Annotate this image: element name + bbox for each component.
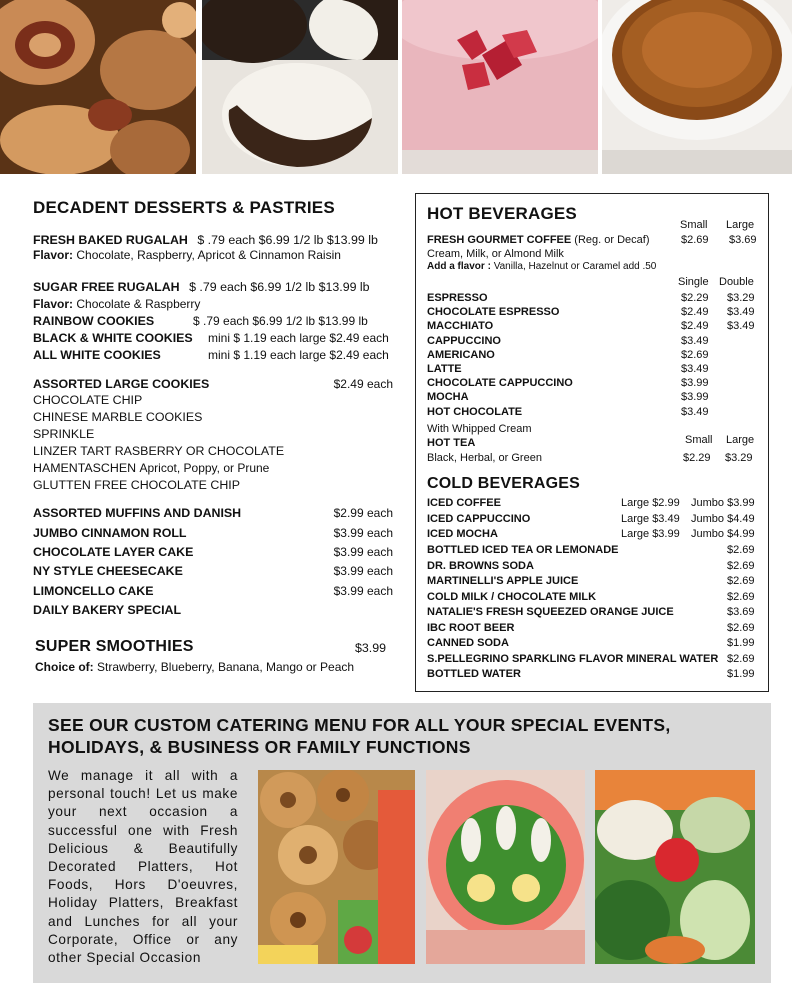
hot-drink-single-price: $2.69 — [681, 348, 709, 361]
hot-beverages-heading: HOT BEVERAGES — [427, 204, 577, 223]
iced-jumbo-price: Jumbo $4.99 — [691, 528, 755, 540]
menu-item-price: $3.99 each — [333, 545, 393, 559]
hot-drink-single-price: $2.49 — [681, 306, 709, 319]
cold-drink-price: $2.69 — [727, 544, 755, 556]
col-large: Large — [726, 219, 755, 231]
sugar-free-row — [33, 280, 370, 294]
cookie-list-item: CHINESE MARBLE COOKIES — [33, 410, 203, 424]
sugar-free-name: SUGAR FREE RUGALAH — [33, 280, 180, 294]
cold-drink-name: COLD MILK / CHOCOLATE MILK — [427, 590, 597, 603]
tea-small-price: $2.29 — [683, 452, 711, 464]
beverages-box — [415, 193, 769, 692]
hot-drink-single-price: $2.49 — [681, 320, 709, 333]
hot-drink-name: HOT CHOCOLATE — [427, 405, 523, 418]
catering-banner — [33, 703, 771, 983]
hot-drink-name: ESPRESSO — [427, 292, 488, 304]
catering-title: SEE OUR CUSTOM CATERING MENU FOR ALL YOUR SPECIAL EVENTS, HOLIDAYS, & BUSINESS OR FAMILY FUNCTIONS — [48, 715, 671, 757]
cold-drink-price: $3.69 — [727, 606, 755, 618]
hot-drink-single-price: $3.49 — [681, 334, 709, 347]
cold-drink-name: MARTINELLI'S APPLE JUICE — [427, 575, 579, 587]
choice-label: Choice of: — [35, 660, 94, 674]
whipped-note: With Whipped Cream — [427, 423, 532, 435]
iced-jumbo-price: Jumbo $3.99 — [691, 497, 755, 509]
iced-large-price: Large $3.49 — [621, 512, 680, 525]
cold-drink-name: BOTTLED WATER — [427, 668, 521, 680]
tea-large-label: Large — [726, 434, 755, 446]
large-cookies-name: ASSORTED LARGE COOKIES — [33, 377, 210, 391]
sugar-free-flavor — [33, 297, 200, 311]
menu-item-name: NY STYLE CHEESECAKE — [33, 564, 183, 578]
catering-body: We manage it all with a personal touch! Let us make your next occasion a successful one with Fresh Delicious & Beautifully Decorated Platters, Hot Foods, Hors D'oeuvres, Holiday Platters, Breakfast and Lunches for all your Corporate, Office or any other Special Occasion — [48, 768, 238, 966]
iced-large-price: Large $3.99 — [621, 528, 680, 540]
flavor-label: Flavor: — [33, 297, 74, 311]
flavor-label: Add a flavor : — [427, 261, 491, 272]
rugalah-flavor — [33, 248, 341, 262]
menu-item-name: ASSORTED MUFFINS AND DANISH — [33, 506, 242, 520]
cold-drink-price: $1.99 — [727, 668, 755, 680]
rainbow-row — [33, 314, 368, 328]
hot-drink-name: LATTE — [427, 363, 462, 375]
cold-beverages-heading: COLD BEVERAGES — [427, 475, 581, 492]
smoothie-photo — [402, 0, 598, 174]
hot-drink-name: CHOCOLATE CAPPUCCINO — [427, 377, 573, 390]
menu-item-price: $3.99 each — [333, 584, 393, 598]
flavor-row — [427, 261, 656, 272]
col-small: Small — [680, 219, 708, 231]
cold-drink-price: $1.99 — [727, 637, 755, 649]
cold-drink-price: $2.69 — [727, 652, 755, 665]
coffee-cup-photo — [602, 0, 792, 174]
hamentaschen-name: HAMENTASCHEN — [33, 461, 137, 475]
hot-drink-double-price: $3.49 — [727, 306, 755, 319]
all-white-prices: mini $ 1.19 each large $2.49 each — [208, 348, 389, 362]
iced-drink-name: ICED COFFEE — [427, 497, 501, 509]
iced-drink-name: ICED MOCHA — [427, 528, 498, 540]
cookie-list-item: CHOCOLATE CHIP — [33, 393, 143, 407]
cold-drink-name: NATALIE'S FRESH SQUEEZED ORANGE JUICE — [427, 606, 674, 618]
hot-drink-single-price: $3.99 — [681, 377, 709, 390]
iced-large-price: Large $2.99 — [621, 497, 680, 509]
hamentaschen-note: Apricot, Poppy, or Prune — [139, 461, 270, 475]
col-double: Double — [719, 276, 754, 288]
fish-platter-photo — [426, 770, 585, 964]
coffee-small-price: $2.69 — [681, 234, 709, 246]
cookie-list-item: LINZER TART RASBERRY OR CHOCOLATE — [33, 444, 285, 458]
rugalah-prices: $ .79 each $6.99 1/2 lb $13.99 lb — [197, 233, 378, 247]
hot-drink-single-price: $3.49 — [681, 405, 709, 418]
menu-item-name: DAILY BAKERY SPECIAL — [33, 603, 182, 617]
col-single: Single — [678, 276, 709, 288]
vegetable-platter-photo — [595, 770, 755, 964]
coffee-line2: Cream, Milk, or Almond Milk — [427, 248, 564, 260]
tea-large-price: $3.29 — [725, 452, 753, 464]
menu-item-price: $3.99 each — [333, 564, 393, 578]
hot-drink-name: MOCHA — [427, 391, 469, 404]
smoothies-heading: SUPER SMOOTHIES — [35, 638, 194, 655]
hot-drink-double-price: $3.29 — [727, 292, 755, 304]
hamentaschen-row — [33, 461, 269, 475]
hot-drink-name: CHOCOLATE ESPRESSO — [427, 306, 560, 319]
tea-kinds: Black, Herbal, or Green — [427, 452, 542, 464]
gluten-free-item: GLUTTEN FREE CHOCOLATE CHIP — [33, 478, 240, 492]
tea-name: HOT TEA — [427, 437, 476, 449]
iced-jumbo-price: Jumbo $4.49 — [691, 512, 755, 525]
choice-text: Strawberry, Blueberry, Banana, Mango or Peach — [97, 660, 355, 674]
coffee-row — [427, 234, 650, 246]
sugar-free-prices: $ .79 each $6.99 1/2 lb $13.99 lb — [189, 280, 370, 294]
desserts-section — [33, 190, 393, 690]
desserts-heading: DECADENT DESSERTS & PASTRIES — [33, 198, 335, 217]
rugalah-row — [33, 233, 378, 247]
hot-drink-name: MACCHIATO — [427, 320, 494, 333]
hot-drink-double-price: $3.49 — [727, 320, 755, 333]
rainbow-name: RAINBOW COOKIES — [33, 314, 155, 328]
cold-drink-name: CANNED SODA — [427, 637, 509, 649]
bagel-platter-photo — [258, 770, 415, 964]
large-cookies-price: $2.49 each — [333, 377, 393, 391]
menu-item-price: $3.99 each — [333, 526, 393, 540]
cold-drink-price: $2.69 — [727, 621, 755, 634]
menu-item-name: JUMBO CINNAMON ROLL — [33, 526, 187, 540]
black-white-row — [33, 331, 389, 345]
rugalah-photo — [0, 0, 196, 174]
hot-drink-single-price: $2.29 — [681, 292, 709, 304]
flavor-text: Chocolate, Raspberry, Apricot & Cinnamon Raisin — [76, 248, 341, 262]
flavor-label: Flavor: — [33, 248, 74, 262]
black-white-prices: mini $ 1.19 each large $2.49 each — [208, 331, 389, 345]
hot-drink-single-price: $3.99 — [681, 391, 709, 404]
all-white-name: ALL WHITE COOKIES — [33, 348, 161, 362]
smoothies-choice — [35, 660, 354, 674]
menu-item-name: LIMONCELLO CAKE — [33, 584, 154, 598]
cold-drink-name: BOTTLED ICED TEA OR LEMONADE — [427, 544, 619, 556]
hot-drink-name: AMERICANO — [427, 348, 495, 361]
smoothies-price: $3.99 — [354, 641, 386, 655]
flavor-text: Vanilla, Hazelnut or Caramel add .50 — [493, 261, 657, 272]
hot-drink-name: CAPPUCCINO — [427, 334, 501, 347]
flavor-text: Chocolate & Raspberry — [76, 297, 201, 311]
black-white-name: BLACK & WHITE COOKIES — [33, 331, 193, 345]
menu-item-price: $2.99 each — [333, 506, 393, 520]
hot-drink-single-price: $3.49 — [681, 363, 709, 375]
rainbow-prices: $ .79 each $6.99 1/2 lb $13.99 lb — [193, 314, 368, 328]
coffee-note: (Reg. or Decaf) — [574, 234, 650, 246]
coffee-name: FRESH GOURMET COFFEE — [427, 234, 572, 246]
cold-drink-name: DR. BROWNS SODA — [427, 559, 534, 572]
cold-drink-name: IBC ROOT BEER — [427, 621, 515, 634]
cold-drink-price: $2.69 — [727, 559, 755, 572]
menu-item-name: CHOCOLATE LAYER CAKE — [33, 545, 194, 559]
cookie-list-item: SPRINKLE — [33, 427, 95, 441]
black-white-cookies-photo — [202, 0, 398, 174]
rugalah-name: FRESH BAKED RUGALAH — [33, 233, 188, 247]
all-white-row — [33, 348, 389, 362]
cold-drink-price: $2.69 — [727, 590, 755, 603]
cold-drink-name: S.PELLEGRINO SPARKLING FLAVOR MINERAL WATER — [427, 652, 719, 665]
coffee-large-price: $3.69 — [729, 234, 757, 246]
tea-small-label: Small — [685, 434, 713, 446]
cold-drink-price: $2.69 — [727, 575, 755, 587]
iced-drink-name: ICED CAPPUCCINO — [427, 512, 531, 525]
